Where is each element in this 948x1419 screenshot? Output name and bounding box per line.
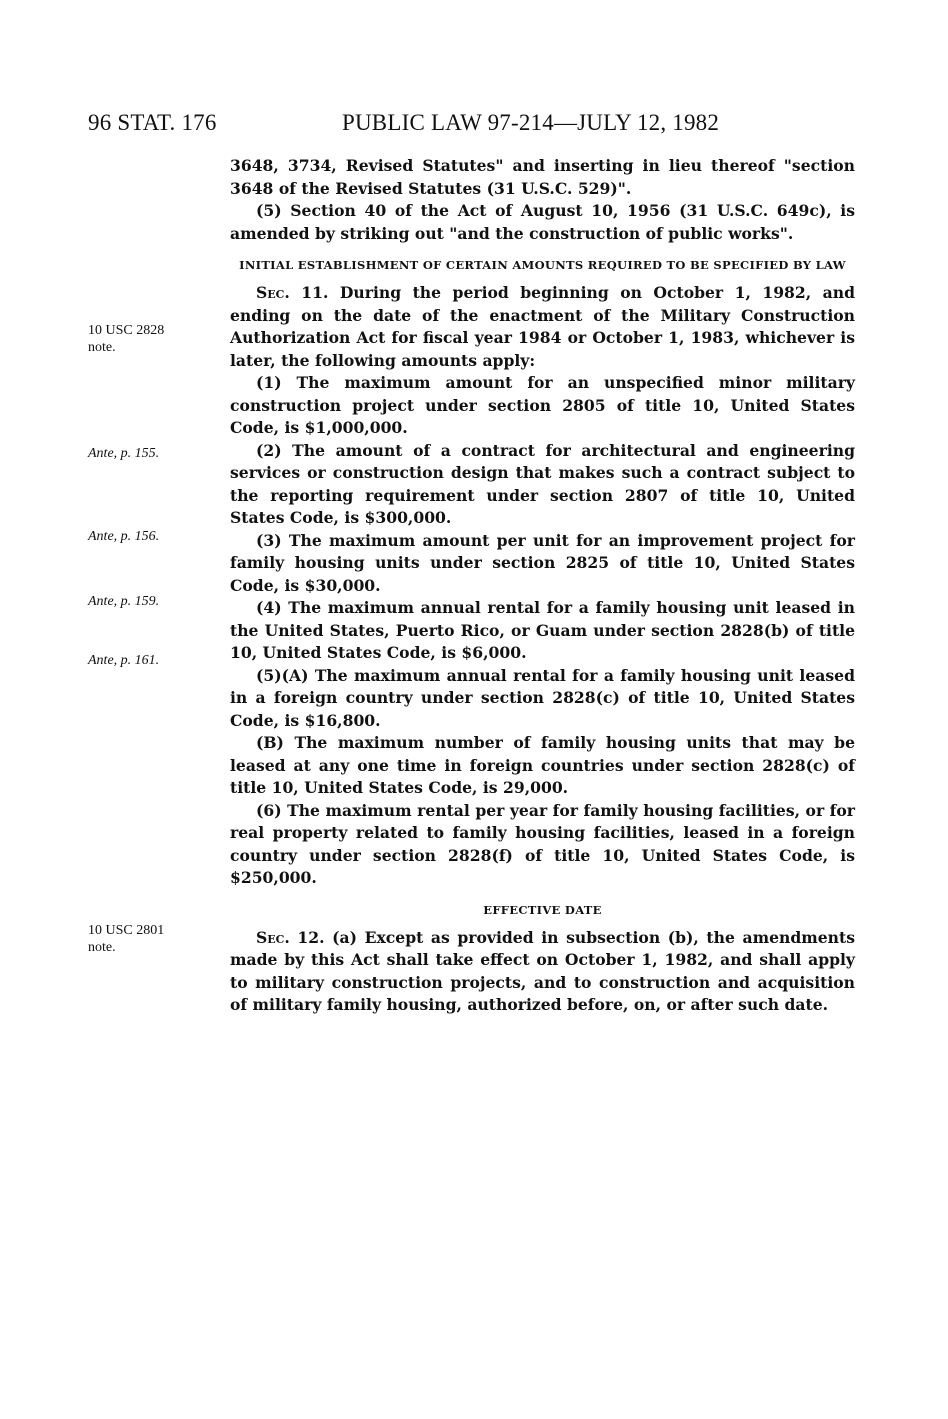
margin-note-ante-156 (88, 528, 159, 545)
section-11-item-2: (2) The amount of a contract for architectural and engineering services or construction design that makes such a contract subject to the reporting requirement under section 2807 of title 10, United States Code, is $300,000. (230, 440, 855, 527)
section-11-item-5b: (B) The maximum number of family housing units that may be leased at any one time in foreign countries under section 2828(c) of title 10, United States Code, is 29,000. (230, 733, 855, 797)
margin-note-ante-159 (88, 593, 159, 610)
section-11-item-6: (6) The maximum rental per year for family housing facilities, or for real property related to family housing facilities, leased in a foreign country under section 2828(f) of title 10, United States Code, is $250,000. (230, 800, 855, 887)
section-11-item-5a: (5)(A) The maximum annual rental for a family housing unit leased in a foreign country under section 2828(c) of title 10, United States Code, is $16,800. (230, 665, 855, 730)
section-heading-initial-establishment: INITIAL ESTABLISHMENT OF CERTAIN AMOUNTS REQUIRED TO BE SPECIFIED BY LAW (239, 258, 846, 272)
margin-note-text: Ante, p. 161. (88, 653, 160, 668)
margin-note-text: Ante, p. 155. (88, 446, 160, 461)
law-body-text (230, 155, 855, 1017)
stat-reference: 96 STAT. 176 (88, 110, 217, 135)
section-12-text: (a) Except as provided in subsection (b), the amendments made by this Act shall take effect on October 1, 1982, and shall apply to military construction projects, and to construction and acquisition of military family housing, authorized before, on, or after such date. (230, 927, 855, 1014)
margin-note-line: 10 USC 2801 (88, 923, 165, 938)
paragraph-item-5: (5) Section 40 of the Act of August 10, 1956 (31 U.S.C. 649c), is amended by striking out "and the construction of public works". (230, 201, 855, 243)
section-12 (230, 927, 855, 1017)
margin-note-ante-155 (88, 445, 159, 462)
section-11-item-1: (1) The maximum amount for an unspecified minor military construction project under section 2805 of title 10, United States Code, is $1,000,000. (230, 373, 855, 437)
section-11-text: During the period beginning on October 1, 1982, and ending on the date of the enactment of the Military Construction Authorization Act for fiscal year 1984 or October 1, 1983, whichever is later, the following amounts apply: (230, 283, 855, 370)
margin-note-ante-161 (88, 652, 159, 669)
page-title: PUBLIC LAW 97-214—JULY 12, 1982 (342, 110, 720, 135)
paragraph-continuation: 3648, 3734, Revised Statutes" and inserting in lieu thereof "section 3648 of the Revised Statutes (31 U.S.C. 529)". (230, 156, 855, 198)
margin-note-line: note. (88, 340, 116, 355)
margin-note-text: Ante, p. 156. (88, 529, 160, 544)
margin-note-line: note. (88, 940, 116, 955)
section-12-label: Sec. 12. (256, 927, 325, 947)
margin-note-10usc2801 (88, 922, 164, 956)
margin-note-text: Ante, p. 159. (88, 594, 160, 609)
margin-note-10usc2828 (88, 322, 164, 356)
section-11-item-3: (3) The maximum amount per unit for an improvement project for family housing units under section 2825 of title 10, United States Code, is $30,000. (230, 530, 855, 595)
section-heading-effective-date: EFFECTIVE DATE (483, 902, 602, 917)
section-11 (230, 282, 855, 372)
margin-note-line: 10 USC 2828 (88, 323, 165, 338)
section-11-label: Sec. 11. (256, 283, 329, 302)
section-11-item-4: (4) The maximum annual rental for a family housing unit leased in the United States, Puerto Rico, or Guam under section 2828(b) of title 10, United States Code, is $6,000. (230, 598, 855, 662)
